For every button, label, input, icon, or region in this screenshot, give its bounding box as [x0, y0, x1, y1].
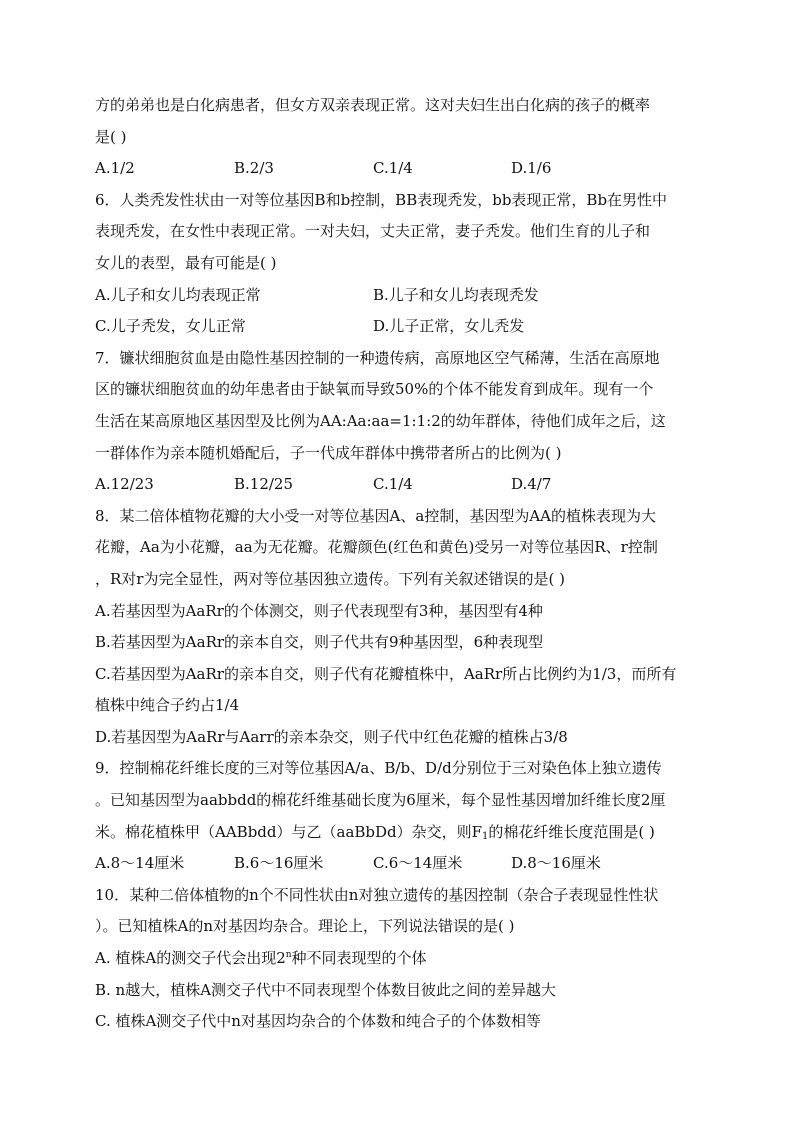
question-body	[95, 95, 700, 1043]
q9-options	[95, 853, 700, 885]
q9-option-a: A.8～14厘米	[95, 854, 185, 873]
q9-text-line-1: 9．控制棉花纤维长度的三对等位基因A/a、B/b、D/d分别位于三对染色体上独立遗传	[95, 759, 662, 778]
q6-text-line-1: 6．人类秃发性状由一对等位基因B和b控制，BB表现秃发，bb表现正常，Bb在男性中	[95, 190, 668, 209]
q7-option-a: A.12/23	[95, 475, 154, 494]
q8-option-a: A.若基因型为AaRr的个体测交，则子代表现型有3种，基因型有4种	[95, 601, 543, 620]
q5-option-b: B.2/3	[234, 159, 274, 178]
q8-option-d: D.若基因型为AaRr与Aarr的亲本杂交，则子代中红色花瓣的植株占3/8	[95, 727, 568, 746]
q5-text-line-1: 方的弟弟也是白化病患者，但女方双亲表现正常。这对夫妇生出白化病的孩子的概率	[95, 96, 651, 114]
q6-option-b: B.儿子和女儿均表现秃发	[373, 285, 539, 304]
q9-text-line-3	[95, 822, 700, 854]
q10-text-line-2: ）。已知植株A的n对基因均杂合。理论上，下列说法错误的是( )	[95, 917, 515, 936]
q10-option-b: B. n越大，植株A测交子代中不同表现型个体数目彼此之间的差异越大	[95, 980, 557, 999]
q8-text-line-3: ，R对r为完全显性，两对等位基因独立遗传。下列有关叙述错误的是( )	[95, 569, 565, 588]
q8-option-c-line-2: 植株中纯合子约占1/4	[95, 696, 240, 715]
q8-text-line-2: 花瓣，Aa为小花瓣，aa为无花瓣。花瓣颜色(红色和黄色)受另一对等位基因R、r控制	[95, 538, 658, 557]
q7-text-line-2: 区的镰状细胞贫血的幼年患者由于缺氧而导致50%的个体不能发育到成年。现有一个	[95, 380, 654, 399]
q7-text-line-4: 一群体作为亲本随机婚配后，子一代成年群体中携带者所占的比例为( )	[95, 443, 562, 462]
q7-option-c: C.1/4	[373, 475, 413, 494]
q6-option-a: A.儿子和女儿均表现正常	[95, 285, 261, 304]
q5-option-c: C.1/4	[373, 159, 413, 178]
q10-option-a-part-1: A. 植株A的测交子代会出现2	[95, 949, 286, 968]
q9-option-b: B.6～16厘米	[234, 854, 324, 873]
q8-text-line-1: 8．某二倍体植物花瓣的大小受一对等位基因A、a控制，基因型为AA的植株表现为大	[95, 506, 656, 525]
q5-options	[95, 158, 700, 190]
q6-option-d: D.儿子正常，女儿秃发	[373, 317, 525, 336]
q7-text-line-3: 生活在某高原地区基因型及比例为AA:Aa:aa=1:1:2的幼年群体，待他们成年之后，这	[95, 411, 666, 430]
q9-text-line-2: 。已知基因型为aabbdd的棉花纤维基础长度为6厘米，每个显性基因增加纤维长度2厘	[95, 791, 666, 810]
q9-option-d: D.8～16厘米	[511, 854, 601, 873]
q7-option-d: D.4/7	[511, 475, 552, 494]
q10-superscript-n: n	[285, 950, 292, 961]
q6-text-line-3: 女儿的表型，最有可能是( )	[95, 253, 277, 272]
q6-option-c: C.儿子秃发，女儿正常	[95, 317, 246, 336]
q5-text-line-2: 是( )	[95, 127, 127, 146]
q8-option-b: B.若基因型为AaRr的亲本自交，则子代共有9种基因型，6种表现型	[95, 633, 544, 652]
q9-text-line-3-part-1: 米。棉花植株甲（AABbdd）与乙（aaBbDd）杂交，则F	[95, 822, 483, 841]
q9-text-line-3-part-2: 的棉花纤维长度范围是( )	[488, 822, 655, 841]
q6-options-row-1	[95, 285, 700, 317]
q7-option-b: B.12/25	[234, 475, 294, 494]
q9-option-c: C.6～14厘米	[373, 854, 463, 873]
q6-options-row-2	[95, 316, 700, 348]
q5-option-a: A.1/2	[95, 159, 135, 178]
q10-option-a	[95, 948, 700, 980]
q10-option-a-part-2: 种不同表现型的个体	[291, 949, 427, 968]
q10-text-line-1: 10．某种二倍体植物的n个不同性状由n对独立遗传的基因控制（杂合子表现显性性状	[95, 885, 659, 904]
q7-text-line-1: 7．镰状细胞贫血是由隐性基因控制的一种遗传病，高原地区空气稀薄，生活在高原地	[95, 348, 660, 367]
q6-text-line-2: 表现秃发，在女性中表现正常。一对夫妇，丈夫正常，妻子秃发。他们生育的儿子和	[95, 222, 651, 241]
q8-option-c-line-1: C.若基因型为AaRr的亲本自交，则子代有花瓣植株中，AaRr所占比例约为1/3，而所有	[95, 664, 677, 683]
q5-option-d: D.1/6	[511, 159, 552, 178]
q10-option-c: C. 植株A测交子代中n对基因均杂合的个体数和纯合子的个体数相等	[95, 1012, 541, 1031]
q7-options	[95, 474, 700, 506]
q9-subscript-1: 1	[482, 830, 489, 842]
